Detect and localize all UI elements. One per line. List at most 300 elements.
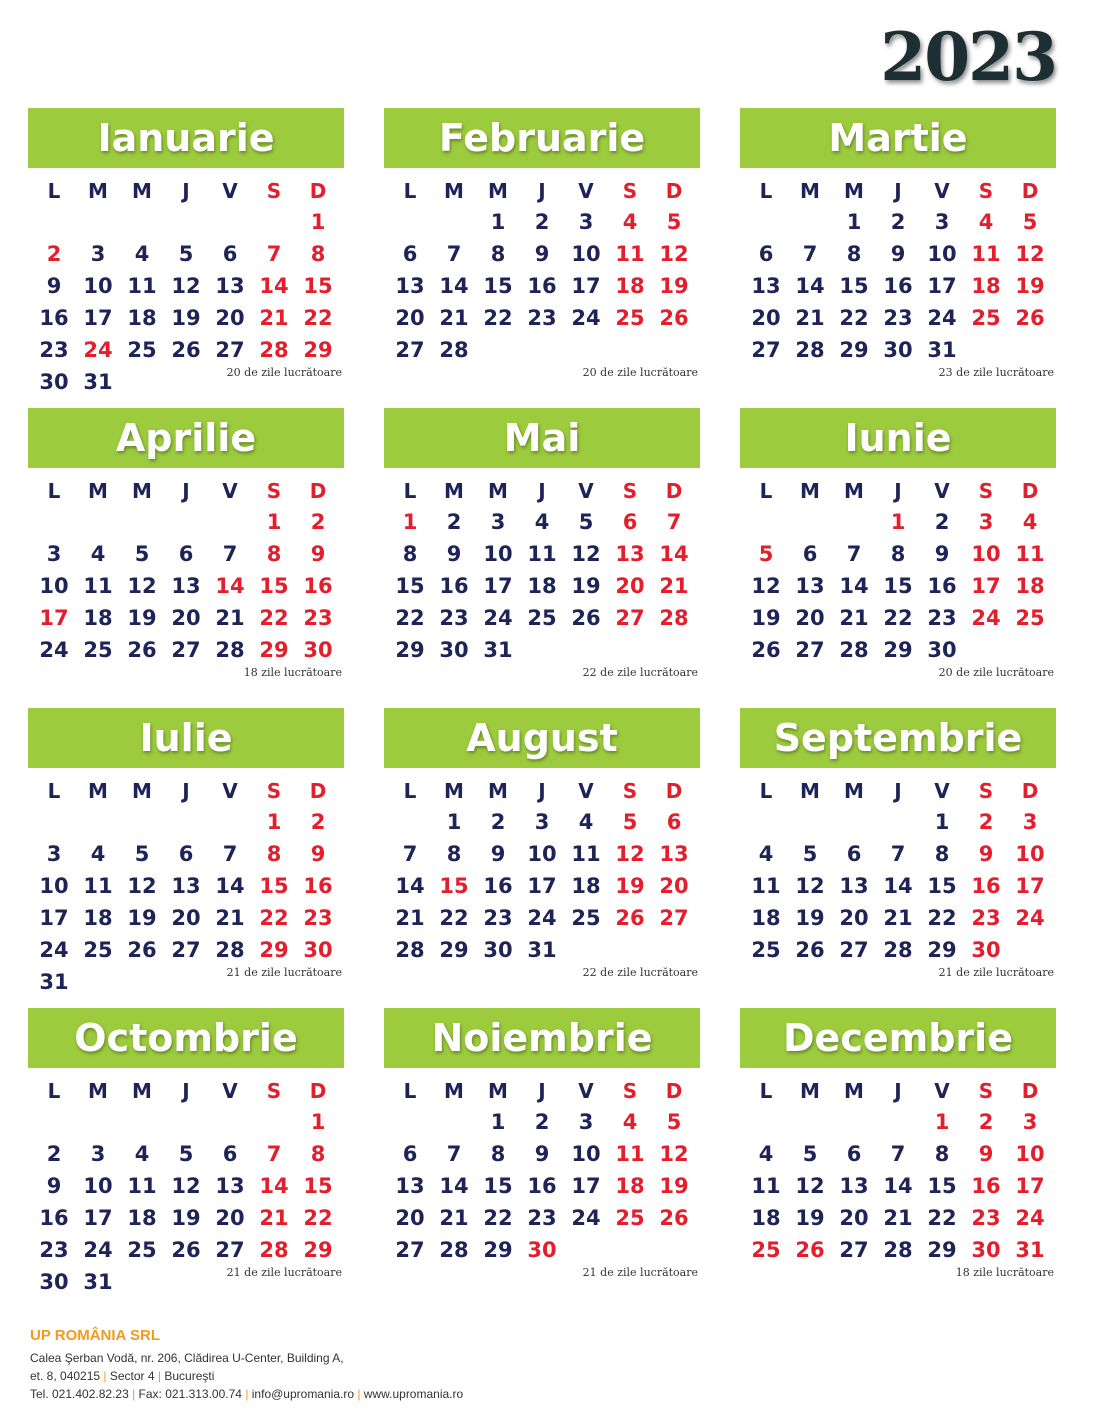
day-cell: 21 [259,306,289,330]
address-sector: Sector 4 [109,1369,155,1383]
day-cell: 7 [446,1142,462,1166]
day-cell: 14 [795,274,825,298]
weekday-label: M [800,1079,820,1103]
day-cell: 24 [83,1238,113,1262]
day-cell: 19 [127,906,157,930]
day-cell: 30 [39,370,69,394]
day-cell: 26 [571,606,601,630]
month-martie [740,108,1056,408]
fax: Fax: 021.313.00.74 [138,1387,242,1401]
month-iunie [740,408,1056,708]
day-cell: 6 [222,242,238,266]
day-cell: 19 [659,1174,689,1198]
day-cell: 22 [259,906,289,930]
weekday-row [740,1076,1056,1106]
empty-cell [744,506,788,538]
weekday-label: S [266,779,282,803]
empty-cell [432,1106,476,1138]
day-cell: 19 [171,306,201,330]
day-cell: 28 [259,338,289,362]
empty-cell [208,806,252,838]
weekday-label: L [759,479,773,503]
weekday-label: L [47,1079,61,1103]
day-cell: 19 [127,606,157,630]
day-cell: 25 [615,306,645,330]
empty-cell [164,1106,208,1138]
day-cell: 29 [483,1238,513,1262]
day-cell: 9 [978,1142,994,1166]
weekday-label: D [309,779,327,803]
day-cell: 23 [483,906,513,930]
weekday-label: V [578,479,594,503]
day-cell: 24 [39,938,69,962]
day-cell: 17 [1015,1174,1045,1198]
day-cell: 27 [215,1238,245,1262]
weekday-label: S [978,1079,994,1103]
day-cell: 12 [171,1174,201,1198]
weekday-label: M [800,479,820,503]
day-cell: 18 [127,1206,157,1230]
day-cell: 15 [303,274,333,298]
day-cell: 17 [39,906,69,930]
weekday-label: J [182,479,190,503]
day-cell: 10 [83,274,113,298]
day-cell: 2 [978,1110,994,1134]
empty-cell [32,206,76,238]
day-cell: 1 [266,510,282,534]
days-grid [28,506,344,666]
day-cell: 24 [83,338,113,362]
day-cell: 7 [266,1142,282,1166]
day-cell: 1 [446,810,462,834]
day-cell: 5 [178,242,194,266]
weekday-label: M [88,779,108,803]
day-cell: 16 [527,1174,557,1198]
day-cell: 17 [39,606,69,630]
separator: | [132,1387,139,1401]
day-cell: 15 [259,574,289,598]
weekday-label: D [1021,479,1039,503]
day-cell: 12 [795,1174,825,1198]
day-cell: 16 [971,874,1001,898]
day-cell: 17 [1015,874,1045,898]
day-cell: 27 [171,638,201,662]
weekday-label: J [182,179,190,203]
day-cell: 3 [1022,810,1038,834]
workdays-count: 20 de zile lucrătoare [582,366,698,379]
day-cell: 11 [83,874,113,898]
day-cell: 13 [659,842,689,866]
day-cell: 10 [1015,842,1045,866]
empty-cell [744,1106,788,1138]
day-cell: 17 [971,574,1001,598]
day-cell: 24 [1015,906,1045,930]
email-link[interactable]: info@upromania.ro [251,1387,354,1401]
day-cell: 14 [883,874,913,898]
day-cell: 2 [46,1142,62,1166]
weekday-label: L [403,179,417,203]
weekday-label: M [444,179,464,203]
day-cell: 28 [439,1238,469,1262]
day-cell: 29 [883,638,913,662]
empty-cell [788,1106,832,1138]
day-cell: 31 [483,638,513,662]
day-cell: 25 [527,606,557,630]
day-cell: 16 [971,1174,1001,1198]
day-cell: 1 [310,1110,326,1134]
day-cell: 26 [127,938,157,962]
weekday-label: M [800,179,820,203]
day-cell: 24 [527,906,557,930]
day-cell: 23 [927,606,957,630]
day-cell: 19 [615,874,645,898]
month-header: Noiembrie [384,1008,700,1068]
day-cell: 1 [846,210,862,234]
day-cell: 12 [171,274,201,298]
day-cell: 3 [46,542,62,566]
day-cell: 6 [178,542,194,566]
day-cell: 6 [846,1142,862,1166]
day-cell: 11 [571,842,601,866]
day-cell: 21 [215,606,245,630]
day-cell: 19 [659,274,689,298]
day-cell: 22 [483,306,513,330]
day-cell: 24 [971,606,1001,630]
day-cell: 23 [303,906,333,930]
day-cell: 15 [259,874,289,898]
day-cell: 6 [402,1142,418,1166]
day-cell: 5 [134,542,150,566]
day-cell: 12 [1015,242,1045,266]
day-cell: 13 [839,1174,869,1198]
workdays-count: 23 de zile lucrătoare [938,366,1054,379]
empty-cell [388,1106,432,1138]
day-cell: 7 [846,542,862,566]
day-cell: 26 [751,638,781,662]
day-cell: 29 [395,638,425,662]
day-cell: 25 [127,1238,157,1262]
weekday-row [740,476,1056,506]
empty-cell [832,806,876,838]
day-cell: 20 [395,1206,425,1230]
day-cell: 20 [659,874,689,898]
day-cell: 8 [890,542,906,566]
day-cell: 12 [659,242,689,266]
day-cell: 7 [666,510,682,534]
day-cell: 22 [303,306,333,330]
empty-cell [164,206,208,238]
empty-cell [76,806,120,838]
day-cell: 18 [751,906,781,930]
day-cell: 9 [934,542,950,566]
day-cell: 4 [758,842,774,866]
month-header: Ianuarie [28,108,344,168]
day-cell: 15 [439,874,469,898]
day-cell: 25 [83,938,113,962]
empty-cell [164,506,208,538]
day-cell: 15 [483,1174,513,1198]
day-cell: 13 [615,542,645,566]
weekday-label: S [622,1079,638,1103]
day-cell: 10 [1015,1142,1045,1166]
day-cell: 7 [802,242,818,266]
day-cell: 1 [890,510,906,534]
day-cell: 24 [571,306,601,330]
day-cell: 5 [134,842,150,866]
footer [30,1327,463,1403]
day-cell: 4 [134,1142,150,1166]
weekday-label: V [934,779,950,803]
day-cell: 9 [534,242,550,266]
separator: | [245,1387,252,1401]
day-cell: 17 [83,1206,113,1230]
day-cell: 1 [934,810,950,834]
day-cell: 30 [439,638,469,662]
day-cell: 15 [395,574,425,598]
day-cell: 31 [83,1270,113,1294]
day-cell: 18 [615,1174,645,1198]
day-cell: 23 [883,306,913,330]
day-cell: 1 [490,1110,506,1134]
weekday-label: S [622,479,638,503]
day-cell: 26 [659,1206,689,1230]
weekday-label: S [266,1079,282,1103]
day-cell: 25 [615,1206,645,1230]
day-cell: 10 [571,1142,601,1166]
weekday-row [28,176,344,206]
weekday-label: M [488,179,508,203]
day-cell: 21 [659,574,689,598]
day-cell: 2 [310,510,326,534]
day-cell: 21 [215,906,245,930]
day-cell: 16 [439,574,469,598]
day-cell: 8 [266,542,282,566]
workdays-count: 22 de zile lucrătoare [582,666,698,679]
empty-cell [208,1106,252,1138]
day-cell: 7 [890,842,906,866]
empty-cell [432,206,476,238]
address-street: et. 8, 040215 [30,1369,101,1383]
day-cell: 11 [751,874,781,898]
weekday-row [384,176,700,206]
day-cell: 7 [402,842,418,866]
month-noiembrie [384,1008,700,1308]
day-cell: 8 [490,1142,506,1166]
day-cell: 19 [171,1206,201,1230]
day-cell: 12 [571,542,601,566]
day-cell: 11 [83,574,113,598]
month-header: Decembrie [740,1008,1056,1068]
day-cell: 5 [578,510,594,534]
day-cell: 24 [571,1206,601,1230]
weekday-label: D [665,779,683,803]
day-cell: 16 [303,574,333,598]
day-cell: 29 [259,938,289,962]
contact-line [30,1385,463,1403]
day-cell: 2 [446,510,462,534]
address-line-1: Calea Şerban Vodă, nr. 206, Clădirea U-Center, Building A, [30,1351,344,1365]
day-cell: 25 [127,338,157,362]
weekday-label: S [622,779,638,803]
weekday-label: L [759,1079,773,1103]
day-cell: 16 [883,274,913,298]
days-grid [740,1106,1056,1266]
day-cell: 8 [934,1142,950,1166]
weekday-label: S [266,179,282,203]
weekday-label: J [894,179,902,203]
day-cell: 24 [39,638,69,662]
day-cell: 30 [303,638,333,662]
day-cell: 10 [39,574,69,598]
weekday-label: L [759,179,773,203]
day-cell: 6 [222,1142,238,1166]
day-cell: 3 [46,842,62,866]
day-cell: 9 [46,274,62,298]
day-cell: 22 [927,1206,957,1230]
company-name: UP ROMÂNIA SRL [30,1327,161,1344]
day-cell: 28 [259,1238,289,1262]
weekday-label: D [665,179,683,203]
day-cell: 5 [802,842,818,866]
weekday-label: J [538,479,546,503]
day-cell: 21 [883,1206,913,1230]
day-cell: 27 [839,938,869,962]
month-header: August [384,708,700,768]
weekday-label: D [1021,179,1039,203]
day-cell: 14 [439,274,469,298]
weekday-label: L [47,779,61,803]
weekday-label: D [1021,1079,1039,1103]
weekday-label: L [403,779,417,803]
weekday-row [384,1076,700,1106]
day-cell: 22 [483,1206,513,1230]
day-cell: 3 [90,242,106,266]
day-cell: 4 [758,1142,774,1166]
day-cell: 29 [303,338,333,362]
day-cell: 9 [310,542,326,566]
day-cell: 11 [527,542,557,566]
month-header: Iulie [28,708,344,768]
day-cell: 2 [534,210,550,234]
days-grid [384,206,700,366]
day-cell: 30 [483,938,513,962]
weekday-label: V [578,1079,594,1103]
day-cell: 11 [615,1142,645,1166]
day-cell: 23 [39,338,69,362]
day-cell: 16 [303,874,333,898]
day-cell: 8 [446,842,462,866]
day-cell: 9 [978,842,994,866]
day-cell: 16 [39,306,69,330]
weekday-row [384,476,700,506]
day-cell: 28 [839,638,869,662]
weekday-label: V [934,179,950,203]
day-cell: 30 [971,1238,1001,1262]
day-cell: 26 [795,938,825,962]
weekday-row [740,176,1056,206]
address-city: Bucureşti [164,1369,215,1383]
empty-cell [788,806,832,838]
weekday-label: M [444,479,464,503]
day-cell: 1 [310,210,326,234]
day-cell: 19 [751,606,781,630]
day-cell: 5 [178,1142,194,1166]
day-cell: 1 [402,510,418,534]
month-iulie [28,708,344,1008]
month-header: Septembrie [740,708,1056,768]
day-cell: 17 [571,1174,601,1198]
month-august [384,708,700,1008]
day-cell: 9 [534,1142,550,1166]
day-cell: 27 [171,938,201,962]
day-cell: 23 [527,1206,557,1230]
day-cell: 12 [751,574,781,598]
day-cell: 18 [83,906,113,930]
day-cell: 1 [266,810,282,834]
day-cell: 4 [978,210,994,234]
day-cell: 7 [890,1142,906,1166]
month-header: Martie [740,108,1056,168]
days-grid [384,1106,700,1266]
month-header: Februarie [384,108,700,168]
website-link[interactable]: www.upromania.ro [363,1387,464,1401]
day-cell: 15 [303,1174,333,1198]
day-cell: 14 [215,574,245,598]
day-cell: 2 [534,1110,550,1134]
month-header: Octombrie [28,1008,344,1068]
empty-cell [876,806,920,838]
day-cell: 21 [883,906,913,930]
day-cell: 16 [39,1206,69,1230]
day-cell: 27 [795,638,825,662]
day-cell: 28 [215,938,245,962]
day-cell: 28 [795,338,825,362]
empty-cell [120,806,164,838]
day-cell: 6 [402,242,418,266]
months-grid [28,108,1056,1308]
day-cell: 16 [483,874,513,898]
empty-cell [252,1106,296,1138]
separator: | [357,1387,364,1401]
day-cell: 28 [439,338,469,362]
day-cell: 18 [1015,574,1045,598]
day-cell: 24 [483,606,513,630]
day-cell: 31 [527,938,557,962]
empty-cell [120,206,164,238]
day-cell: 15 [927,1174,957,1198]
weekday-label: V [222,479,238,503]
day-cell: 11 [615,242,645,266]
month-februarie [384,108,700,408]
day-cell: 4 [1022,510,1038,534]
days-grid [740,506,1056,666]
day-cell: 23 [971,1206,1001,1230]
day-cell: 14 [883,1174,913,1198]
day-cell: 31 [927,338,957,362]
empty-cell [32,1106,76,1138]
day-cell: 11 [127,274,157,298]
day-cell: 23 [971,906,1001,930]
day-cell: 23 [527,306,557,330]
weekday-label: D [309,179,327,203]
month-mai [384,408,700,708]
workdays-count: 21 de zile lucrătoare [226,966,342,979]
weekday-label: M [132,179,152,203]
day-cell: 26 [1015,306,1045,330]
day-cell: 14 [659,542,689,566]
day-cell: 25 [571,906,601,930]
weekday-label: M [132,1079,152,1103]
